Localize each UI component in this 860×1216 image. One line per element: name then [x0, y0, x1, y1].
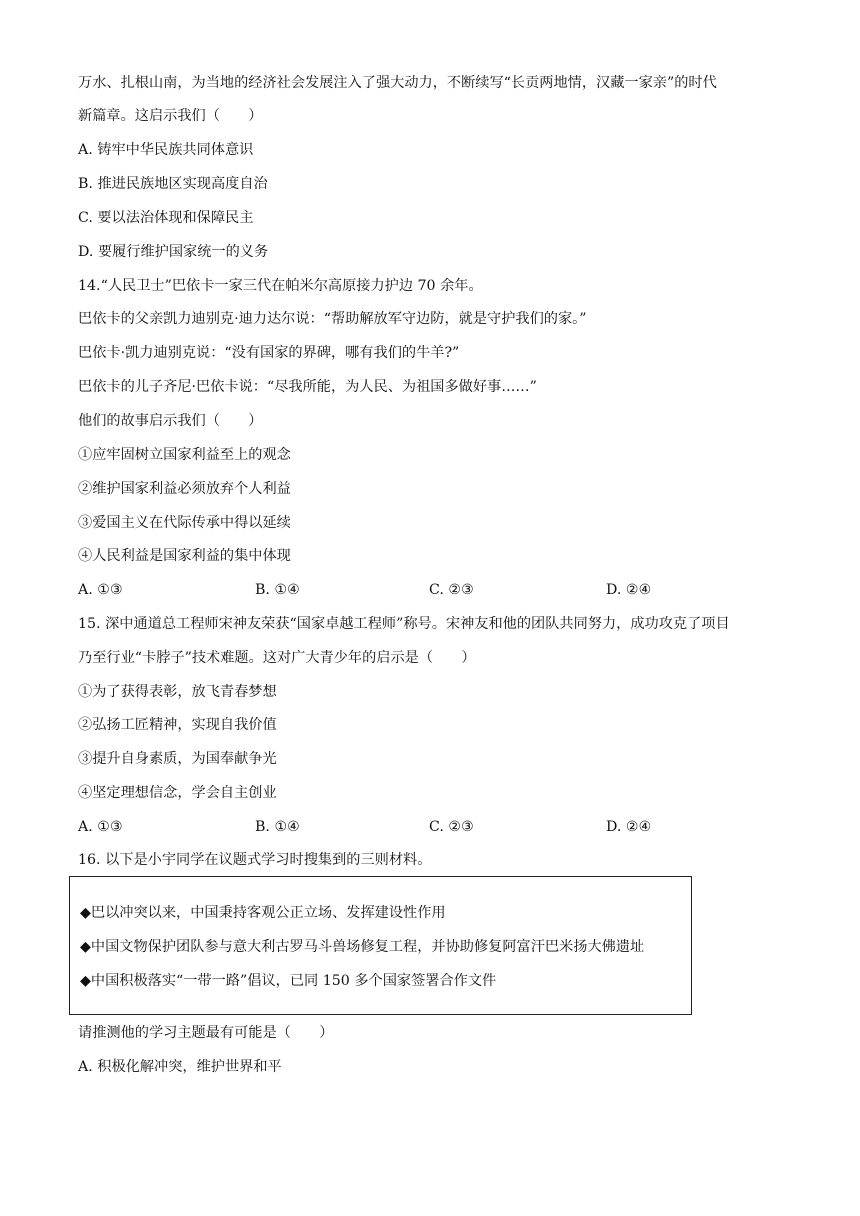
- q16-stem: 16. 以下是小宇同学在议题式学习时搜集到的三则材料。: [78, 852, 432, 868]
- q15-stem-line-1: 15. 深中通道总工程师宋神友荣获“国家卓越工程师”称号。宋神友和他的团队共同努力，成功攻克了项目: [78, 616, 730, 632]
- q15-statement-2: ②弘扬工匠精神，实现自我价值: [78, 717, 277, 733]
- q15-choice-c: C. ②③: [429, 819, 474, 835]
- q13-option-c: C. 要以法治体现和保障民主: [78, 210, 254, 226]
- q13-option-b: B. 推进民族地区实现高度自治: [78, 176, 268, 192]
- q14-quote-3: 巴依卡的儿子齐尼·巴依卡说：“尽我所能，为人民、为祖国多做好事……”: [78, 379, 537, 395]
- q15-choice-a: A. ①③: [78, 819, 123, 835]
- q14-choice-c: C. ②③: [429, 582, 474, 598]
- q16-material-box: [69, 876, 692, 1015]
- q13-stem-line-2: 新篇章。这启示我们（ ）: [78, 108, 263, 124]
- q14-statement-4: ④人民利益是国家利益的集中体现: [78, 548, 291, 564]
- q13-option-a: A. 铸牢中华民族共同体意识: [78, 142, 254, 158]
- q13-option-d: D. 要履行维护国家统一的义务: [78, 244, 269, 260]
- q14-statement-2: ②维护国家利益必须放弃个人利益: [78, 481, 291, 497]
- q16-material-3: ◆中国积极落实“一带一路”倡议，已同 150 多个国家签署合作文件: [80, 973, 497, 989]
- q14-quote-2: 巴依卡·凯力迪别克说：“没有国家的界碑，哪有我们的牛羊?”: [78, 345, 460, 361]
- q14-stem: 14.“人民卫士”巴依卡一家三代在帕米尔高原接力护边 70 余年。: [78, 278, 483, 294]
- q15-statement-1: ①为了获得表彰，放飞青春梦想: [78, 684, 277, 700]
- q15-statement-3: ③提升自身素质，为国奉献争光: [78, 751, 277, 767]
- q16-option-a: A. 积极化解冲突，维护世界和平: [78, 1059, 282, 1075]
- q14-choice-d: D. ②④: [606, 582, 652, 598]
- q14-statement-1: ①应牢固树立国家利益至上的观念: [78, 447, 291, 463]
- q14-statement-3: ③爱国主义在代际传承中得以延续: [78, 515, 291, 531]
- q16-material-1: ◆巴以冲突以来，中国秉持客观公正立场、发挥建设性作用: [80, 905, 446, 921]
- q15-stem-line-2: 乃至行业“卡脖子”技术难题。这对广大青少年的启示是（ ）: [78, 650, 476, 666]
- q15-statement-4: ④坚定理想信念，学会自主创业: [78, 785, 277, 801]
- q16-material-2: ◆中国文物保护团队参与意大利古罗马斗兽场修复工程，并协助修复阿富汗巴米扬大佛遗址: [80, 939, 645, 955]
- q13-stem-line-1: 万水、扎根山南，为当地的经济社会发展注入了强大动力，不断续写“长贡两地情，汉藏一家亲”的时代: [78, 75, 717, 91]
- q14-question: 他们的故事启示我们（ ）: [78, 413, 263, 429]
- q14-quote-1: 巴依卡的父亲凯力迪别克·迪力达尔说：“帮助解放军守边防，就是守护我们的家。”: [78, 311, 587, 327]
- q15-choice-b: B. ①④: [255, 819, 300, 835]
- q16-question: 请推测他的学习主题最有可能是（ ）: [78, 1025, 334, 1041]
- q14-choice-b: B. ①④: [255, 582, 300, 598]
- q15-choice-d: D. ②④: [606, 819, 652, 835]
- q14-choice-a: A. ①③: [78, 582, 123, 598]
